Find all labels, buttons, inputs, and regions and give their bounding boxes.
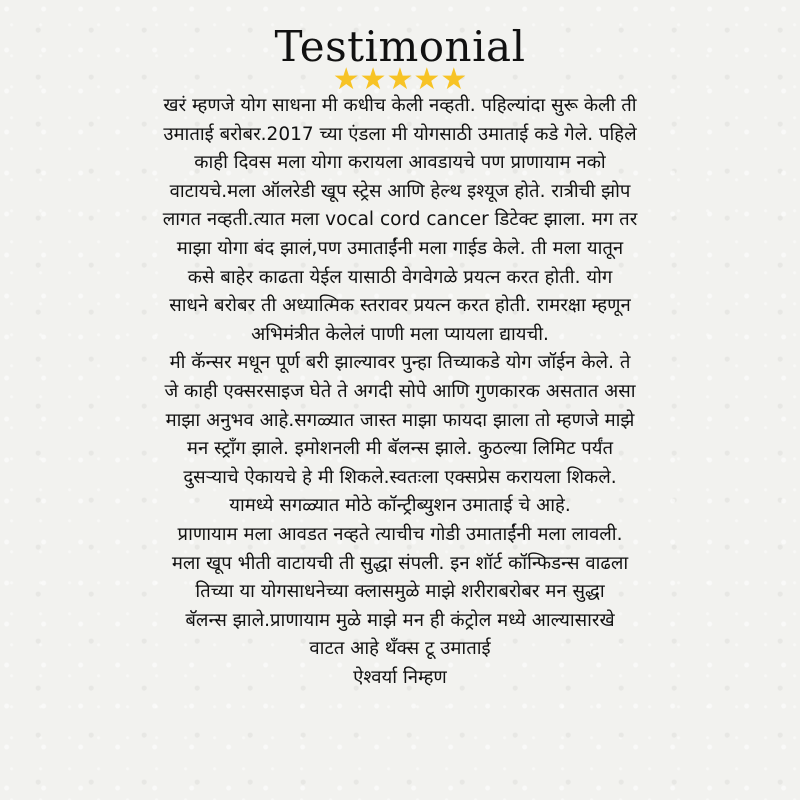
text-line: वाटत आहे थँक्स टू उमाताई — [309, 638, 491, 660]
text-line: माझा अनुभव आहे.सगळ्यात जास्त माझा फायदा झाला तो म्हणजे माझे — [165, 409, 635, 431]
text-line: प्राणायाम मला आवडत नव्हते त्याचीच गोडी उमाताईंनी मला लावली. — [177, 523, 623, 545]
text-line: अभिमंत्रीत केलेलं पाणी मला प्यायला द्यायची. — [251, 323, 549, 345]
text-line: मला खूप भीती वाटायची ती सुद्धा संपली. इन शॉर्ट कॉन्फिडन्स वाढला — [171, 552, 629, 574]
text-line: लागत नव्हती.त्यात मला vocal cord cancer डिटेक्ट झाला. मग तर — [162, 209, 638, 231]
text-line: खरं म्हणजे योग साधना मी कधीच केली नव्हती. पहिल्यांदा सुरू केली ती — [163, 95, 637, 116]
text-line: बॅलन्स झाले.प्राणायाम मुळे माझे मन ही कंट्रोल मध्ये आल्यासारखे — [185, 609, 615, 631]
text-line: माझा योगा बंद झालं,पण उमाताईंनी मला गाईड केले. ती मला यातून — [176, 237, 624, 259]
text-line: यामध्ये सगळ्यात मोठे कॉन्ट्रीब्युशन उमाताई चे आहे. — [229, 495, 571, 517]
text-line: दुसऱ्याचे ऐकायचे हे मी शिकले.स्वतःला एक्सप्रेस करायला शिकले. — [183, 466, 617, 488]
text-line: काही दिवस मला योगा करायला आवडायचे पण प्राणायाम नको — [194, 152, 606, 174]
text-line: कसे बाहेर काढता येईल यासाठी वेगवेगळे प्रयत्न करत होती. योग — [187, 266, 613, 288]
text-line: साधने बरोबर ती अध्यात्मिक स्तरावर प्रयत्न करत होती. रामरक्षा म्हणून — [169, 295, 631, 317]
text-line: उमाताई बरोबर.2017 च्या एंडला मी योगसाठी उमाताई कडे गेले. पहिले — [163, 123, 637, 145]
text-line: वाटायचे.मला ऑलरेडी खूप स्ट्रेस आणि हेल्थ इश्यूज होते. रात्रीची झोप — [169, 180, 631, 202]
author-signature: ऐश्वर्या निम्हण — [353, 666, 447, 688]
text-line: मी कॅन्सर मधून पूर्ण बरी झाल्यावर पुन्हा तिच्याकडे योग जॉईन केले. ते — [169, 352, 631, 374]
text-line: मन स्ट्रॉंग झाले. इमोशनली मी बॅलन्स झाले. कुठल्या लिमिट पर्यंत — [186, 438, 614, 460]
star-rating-icon: ★★★★★ — [332, 62, 468, 97]
page-title: Testimonial — [274, 22, 526, 71]
text-line: तिच्या या योगसाधनेच्या क्लासमुळे माझे शरीराबरोबर मन सुद्धा — [195, 581, 605, 603]
testimonial-text — [60, 92, 740, 692]
text-line: जे काही एक्सरसाइज घेते ते अगदी सोपे आणि गुणकारक असतात असा — [164, 380, 636, 402]
